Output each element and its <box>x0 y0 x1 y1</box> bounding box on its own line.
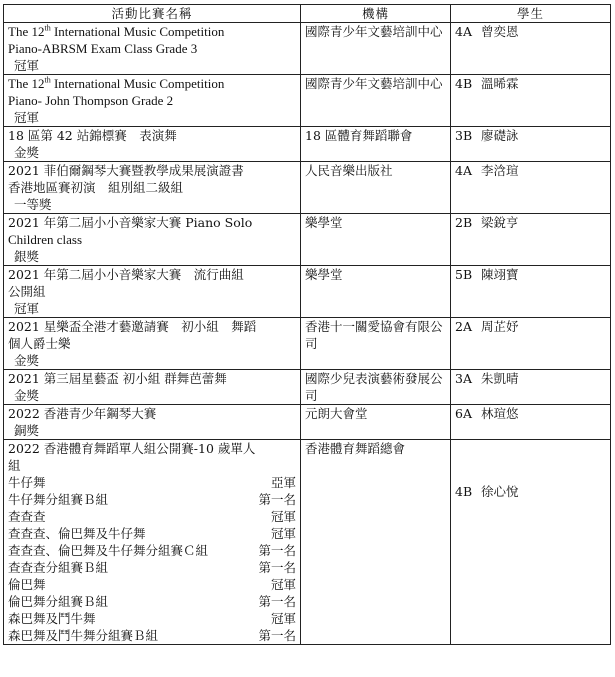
dance-result: 第一名 <box>258 492 296 507</box>
student-name: 溫晞霖 <box>480 76 519 91</box>
dance-result: 冠軍 <box>270 611 296 626</box>
event-line: 18 區第 42 站錦標賽 表演舞 <box>8 128 177 143</box>
table-header-row <box>4 5 611 23</box>
dance-name: 牛仔舞 <box>8 475 46 490</box>
event-cell <box>4 214 301 266</box>
dance-name: 查查查分組賽Ｂ組 <box>8 560 109 575</box>
event-line: Piano- John Thompson Grade 2 <box>8 93 174 108</box>
dance-name: 查查查、倫巴舞及牛仔舞分組賽Ｃ組 <box>8 543 209 558</box>
event-line: 2021 年第二屆小小音樂家大賽 流行曲組 <box>8 267 244 282</box>
event-line: 個人爵士樂 <box>8 336 71 351</box>
prize-label: 金獎 <box>14 145 40 160</box>
dance-result: 冠軍 <box>270 577 296 592</box>
student-cell <box>451 127 611 162</box>
dance-name: 倫巴舞 <box>8 577 46 592</box>
event-cell <box>4 440 301 645</box>
dance-name: 森巴舞及鬥牛舞 <box>8 611 96 626</box>
org-cell: 樂學堂 <box>301 266 451 318</box>
student-cell <box>451 370 611 405</box>
student-name: 陳翊寶 <box>480 267 519 282</box>
student-name: 周芷妤 <box>480 319 519 334</box>
event-cell <box>4 162 301 214</box>
header-org: 機構 <box>301 5 451 23</box>
event-line: The 12th International Music Competition <box>8 75 225 91</box>
dance-name: 查查查 <box>8 509 46 524</box>
table-row <box>4 370 611 405</box>
student-class: 3A <box>455 371 472 386</box>
header-event: 活動比賽名稱 <box>4 5 301 23</box>
event-line: Children class <box>8 232 83 247</box>
org-cell: 樂學堂 <box>301 214 451 266</box>
prize-label: 冠軍 <box>14 110 40 125</box>
student-class: 5B <box>455 267 473 282</box>
event-line: 香港地區賽初演 組別組二級組 <box>8 180 184 195</box>
prize-label: 銀獎 <box>14 249 40 264</box>
event-line: 2021 星樂盃全港才藝邀請賽 初小組 舞蹈 <box>8 319 257 334</box>
event-cell <box>4 370 301 405</box>
spacer <box>455 440 606 457</box>
event-cell <box>4 75 301 127</box>
dance-result: 冠軍 <box>270 509 296 524</box>
table-row <box>4 405 611 440</box>
dance-name: 森巴舞及鬥牛舞分組賽Ｂ組 <box>8 628 159 643</box>
dance-name: 查查查、倫巴舞及牛仔舞 <box>8 526 146 541</box>
event-line: 2021 第三屆星藝盃 初小組 群舞芭蕾舞 <box>8 371 227 386</box>
table-row <box>4 75 611 127</box>
event-line: The 12th International Music Competition <box>8 23 225 39</box>
student-class: 2B <box>455 215 473 230</box>
sub-result-item <box>8 559 296 576</box>
sub-result-item <box>8 508 296 525</box>
table-row <box>4 127 611 162</box>
student-name: 曾奕恩 <box>480 24 519 39</box>
spacer <box>455 457 606 474</box>
student-class: 2A <box>455 319 472 334</box>
student-class: 4A <box>455 24 472 39</box>
sub-results-list <box>8 474 296 644</box>
awards-table <box>3 4 611 645</box>
event-cell <box>4 23 301 75</box>
awards-table-wrapper <box>3 4 611 645</box>
event-cell <box>4 405 301 440</box>
student-cell <box>451 318 611 370</box>
table-row <box>4 162 611 214</box>
sub-result-item <box>8 576 296 593</box>
student-cell <box>451 23 611 75</box>
event-line: 公開組 <box>8 284 46 299</box>
org-cell: 香港體育舞蹈總會 <box>301 440 451 645</box>
prize-label: 金獎 <box>14 388 40 403</box>
student-cell <box>451 214 611 266</box>
student-name: 朱凱晴 <box>480 371 519 386</box>
student-class: 4B <box>455 484 473 499</box>
event-line: 2021 年第二屆小小音樂家大賽 Piano Solo <box>8 215 253 230</box>
event-line: 2022 香港青少年鋼琴大賽 <box>8 406 157 421</box>
dance-result: 亞軍 <box>270 475 296 490</box>
org-cell: 國際少兒表演藝術發展公司 <box>301 370 451 405</box>
org-cell: 18 區體育舞蹈聯會 <box>301 127 451 162</box>
dance-result: 第一名 <box>258 594 296 609</box>
event-line: 2021 菲伯爾鋼琴大賽暨教學成果展演證書 <box>8 163 244 178</box>
org-cell: 國際青少年文藝培訓中心 <box>301 75 451 127</box>
event-line: 2022 香港體育舞蹈單人組公開賽-10 歲單人 <box>8 441 256 456</box>
dance-result: 冠軍 <box>270 526 296 541</box>
student-cell <box>451 75 611 127</box>
student-cell <box>451 162 611 214</box>
student-cell <box>451 405 611 440</box>
student-class: 6A <box>455 406 472 421</box>
table-row <box>4 318 611 370</box>
student-class: 4A <box>455 163 472 178</box>
org-cell: 國際青少年文藝培訓中心 <box>301 23 451 75</box>
student-cell <box>451 440 611 645</box>
prize-label: 一等獎 <box>14 197 52 212</box>
event-line: 組 <box>8 458 21 473</box>
sub-result-item <box>8 491 296 508</box>
org-cell: 元朗大會堂 <box>301 405 451 440</box>
spacer <box>455 474 606 483</box>
student-class: 3B <box>455 128 473 143</box>
sub-result-item <box>8 474 296 491</box>
prize-label: 金獎 <box>14 353 40 368</box>
sub-result-item <box>8 525 296 542</box>
student-name: 廖礎詠 <box>480 128 519 143</box>
prize-label: 冠軍 <box>14 58 40 73</box>
student-name: 梁銳亨 <box>480 215 519 230</box>
org-cell: 人民音樂出版社 <box>301 162 451 214</box>
dance-result: 第一名 <box>258 543 296 558</box>
student-cell <box>451 266 611 318</box>
org-cell: 香港十一關愛協會有限公司 <box>301 318 451 370</box>
event-line: Piano-ABRSM Exam Class Grade 3 <box>8 41 198 56</box>
event-cell <box>4 127 301 162</box>
table-row <box>4 440 611 645</box>
event-cell <box>4 266 301 318</box>
dance-name: 倫巴舞分組賽Ｂ組 <box>8 594 109 609</box>
prize-label: 冠軍 <box>14 301 40 316</box>
sub-result-item <box>8 610 296 627</box>
student-name: 林瑄悠 <box>480 406 519 421</box>
header-student: 學生 <box>451 5 611 23</box>
table-row <box>4 23 611 75</box>
sub-result-item <box>8 542 296 559</box>
table-row <box>4 214 611 266</box>
sub-result-item <box>8 593 296 610</box>
sub-result-item <box>8 627 296 644</box>
student-class: 4B <box>455 76 473 91</box>
table-row <box>4 266 611 318</box>
student-name: 李浛瑄 <box>480 163 519 178</box>
dance-result: 第一名 <box>258 628 296 643</box>
student-name: 徐心悅 <box>480 484 519 499</box>
dance-name: 牛仔舞分組賽Ｂ組 <box>8 492 109 507</box>
dance-result: 第一名 <box>258 560 296 575</box>
prize-label: 銅獎 <box>14 423 40 438</box>
event-cell <box>4 318 301 370</box>
